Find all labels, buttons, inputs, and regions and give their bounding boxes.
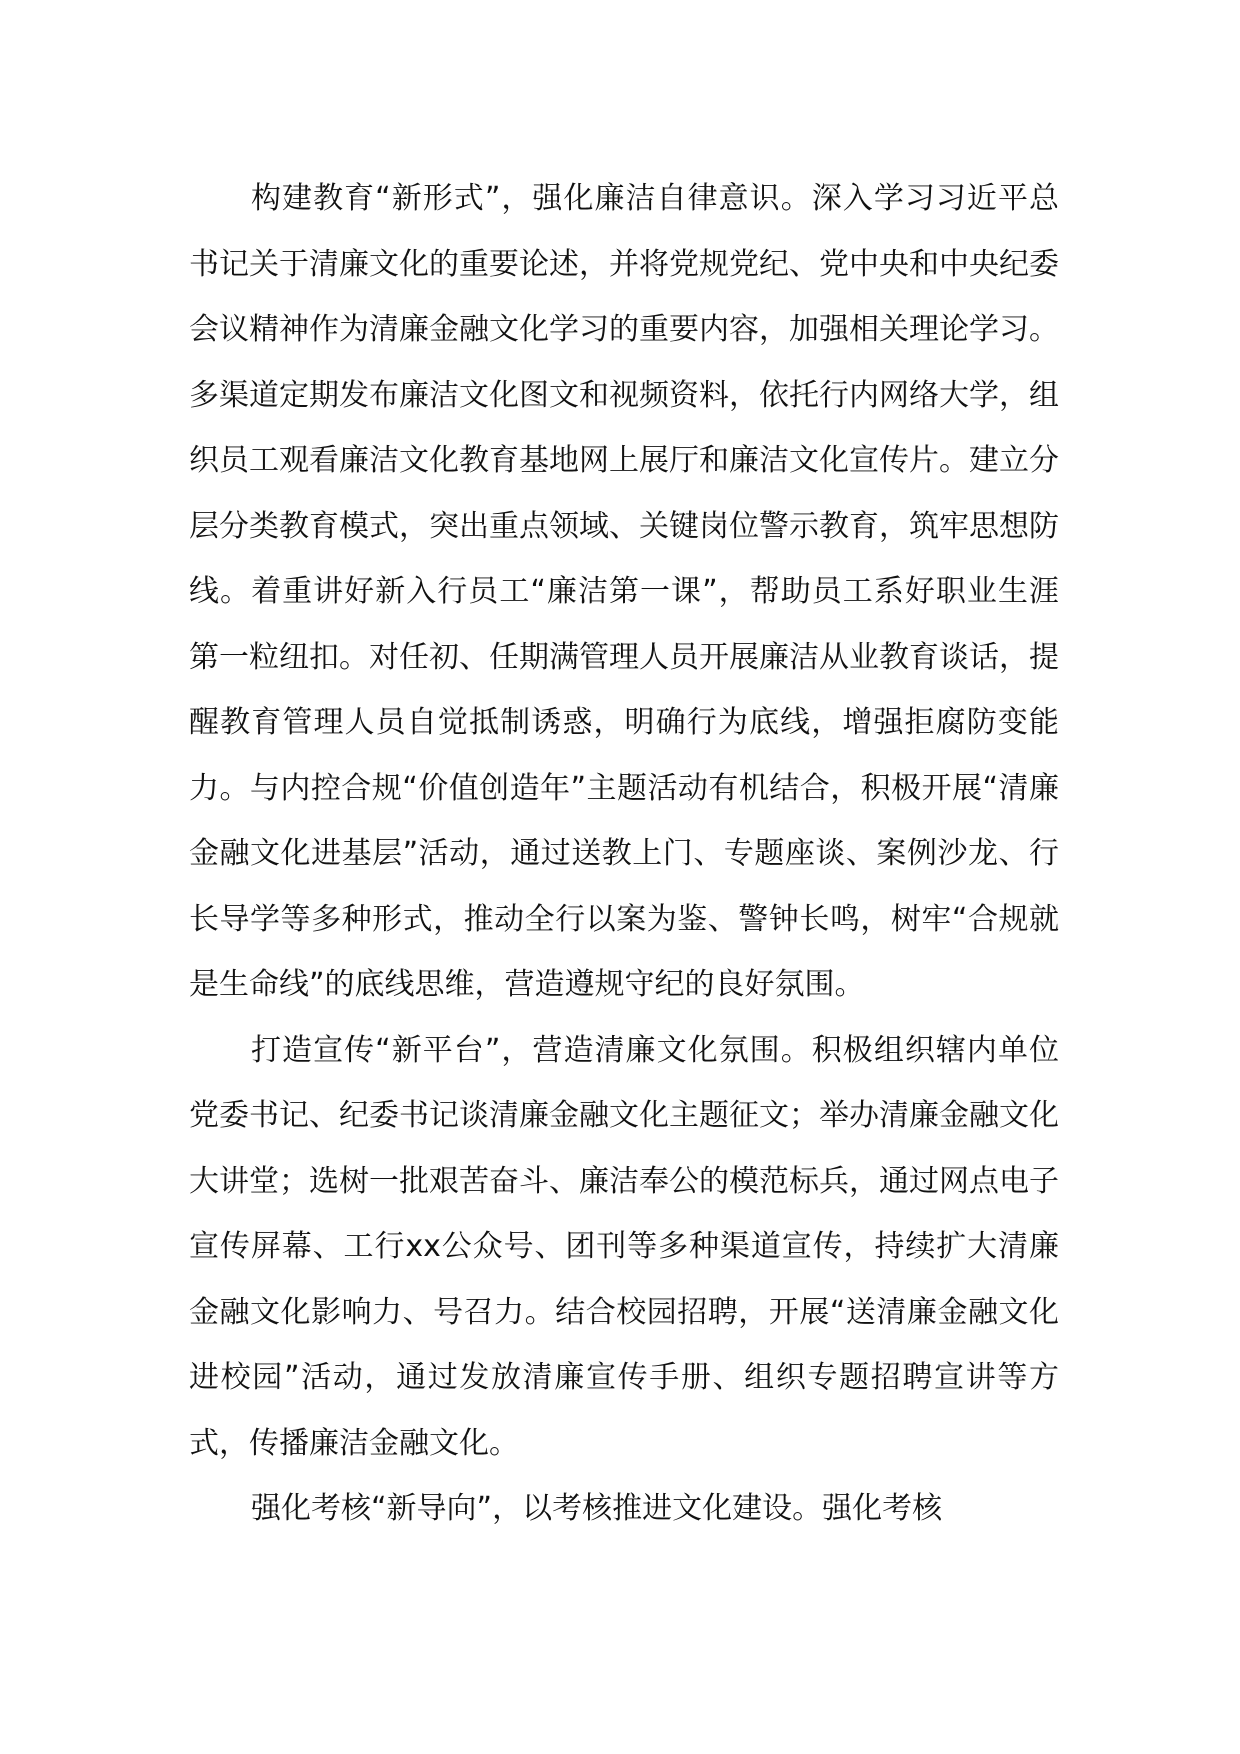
paragraph-education-form: 构建教育“新形式”，强化廉洁自律意识。深入学习习近平总书记关于清廉文化的重要论述，并将党规党纪、党中央和中央纪委会议精神作为清廉金融文化学习的重要内容，加强相关理论学习。多渠道定期发布廉洁文化图文和视频资料，依托行内网络大学，组织员工观看廉洁文化教育基地网上展厅和廉洁文化宣传片。建立分层分类教育模式，突出重点领域、关键岗位警示教育，筑牢思想防线。着重讲好新入行员工“廉洁第一课”，帮助员工系好职业生涯第一粒纽扣。对任初、任期满管理人员开展廉洁从业教育谈话，提醒教育管理人员自觉抵制诱惑，明确行为底线，增强拒腐防变能力。与内控合规“价值创造年”主题活动有机结合，积极开展“清廉金融文化进基层”活动，通过送教上门、专题座谈、案例沙龙、行长导学等多种形式，推动全行以案为鉴、警钟长鸣，树牢“合规就是生命线”的底线思维，营造遵规守纪的良好氛围。	[189, 181, 1059, 1002]
paragraph-assessment-orientation: 强化考核“新导向”，以考核推进文化建设。强化考核	[251, 1491, 943, 1526]
paragraph-publicity-platform: 打造宣传“新平台”，营造清廉文化氛围。积极组织辖内单位党委书记、纪委书记谈清廉金融文化主题征文；举办清廉金融文化大讲堂；选树一批艰苦奋斗、廉洁奉公的模范标兵，通过网点电子宣传屏幕、工行xx公众号、团刊等多种渠道宣传，持续扩大清廉金融文化影响力、号召力。结合校园招聘，开展“送清廉金融文化进校园”活动，通过发放清廉宣传手册、组织专题招聘宣讲等方式，传播廉洁金融文化。	[189, 1032, 1059, 1461]
document-body	[189, 166, 1059, 1542]
